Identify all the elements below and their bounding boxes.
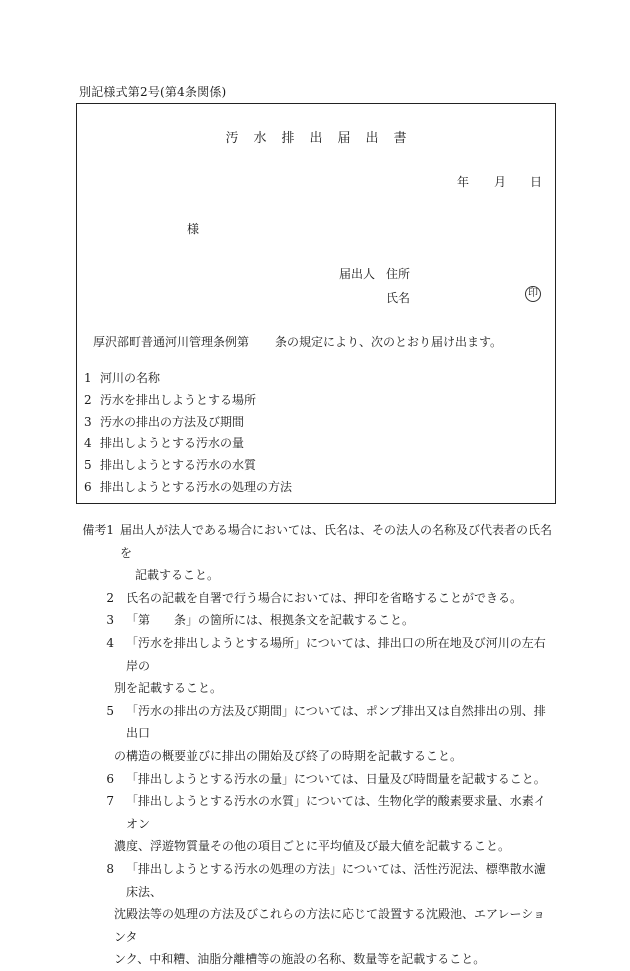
remark-number: 8 [106,861,114,876]
remarks-heading: 備考1 [82,523,114,537]
date-year-label: 年 [457,175,470,189]
remark-1-line-1: 届出人が法人である場合においては、氏名は、その法人の名称及び代表者の氏名を [120,523,553,560]
date-day-label: 日 [530,175,543,189]
remark-7 [76,790,556,858]
remark-3 [76,609,556,632]
remark-7-line-2: 濃度、浮遊物質量その他の項目ごとに平均値及び最大値を記載すること。 [114,839,511,854]
remarks-section [76,519,556,971]
intro-before: 厚沢部町普通河川管理条例第 [93,335,250,349]
remark-8-line-1: 「排出しようとする汚水の処理の方法」については、活性汚泥法、標準散水濾床法、 [126,861,546,899]
remark-1 [76,519,556,587]
item-text: 河川の名称 [100,371,161,385]
remark-4-line-1: 「汚水を排出しようとする場所」については、排出口の所在地及び河川の左右岸の [126,635,546,673]
item-text: 排出しようとする汚水の量 [100,436,245,451]
item-text: 汚水を排出しようとする場所 [100,392,257,407]
item-number: 6 [84,479,92,494]
remark-number: 4 [106,635,114,650]
remark-number: 3 [106,613,114,628]
remark-7-line-1: 「排出しようとする汚水の水質」については、生物化学的酸素要求量、水素イオン [126,794,546,831]
intro-statement [93,333,502,350]
remark-6 [76,768,556,791]
remark-number: 5 [106,703,114,718]
remark-number: 2 [106,590,114,605]
remark-6-text: 「排出しようとする汚水の量」については、日量及び時間量を記載すること。 [126,771,546,786]
item-text: 排出しようとする汚水の処理の方法 [100,479,293,494]
remark-4-text [114,632,556,700]
remark-number: 6 [106,771,114,786]
remark-8-line-3: ンク、中和糟、油脂分離槽等の施設の名称、数量等を記載すること。 [114,952,486,967]
item-number: 2 [84,392,92,407]
remark-number: 7 [106,794,114,809]
notification-form [76,103,556,504]
remark-8-line-2: 沈殿法等の処理の方法及びこれらの方法に応じて設置する沈殿池、エアレーションタ [114,907,546,944]
form-title: 汚水排出届出書 [225,131,422,146]
remark-7-text [114,790,556,858]
address-label: 住所 [386,267,411,281]
list-item [84,391,292,413]
form-label: 別記様式第2号(第4条関係) [79,85,227,99]
remark-2-text: 氏名の記載を自署で行う場合においては、押印を省略することができる。 [126,590,523,605]
item-text: 汚水の排出の方法及び期間 [100,414,245,429]
item-number: 1 [84,371,92,385]
date-month-label: 月 [494,175,507,189]
remark-5-line-1: 「汚水の排出の方法及び期間」については、ポンプ排出又は自然排出の別、排出口 [126,703,546,741]
remark-1-line-2: 記載すること。 [135,568,220,583]
list-item [84,413,292,435]
item-number: 3 [84,414,92,429]
list-item [84,478,292,500]
list-item [84,434,292,456]
remark-1-text [114,519,556,587]
list-item [84,456,292,478]
list-item [84,369,292,391]
addressee-suffix: 様 [187,222,200,236]
seal-mark: 印 [525,286,541,302]
intro-after: 条の規定により、次のとおり届け出ます。 [275,335,503,349]
remark-2 [76,587,556,610]
remark-4 [76,632,556,700]
item-text: 排出しようとする汚水の水質 [100,458,257,473]
item-number: 5 [84,458,92,473]
remark-8-text [114,858,556,971]
remark-5 [76,700,556,768]
remark-5-line-2: の構造の概要並びに排出の開始及び終了の時期を記載すること。 [114,748,463,763]
item-list [84,369,292,500]
submitter-label: 届出人 [339,267,376,281]
remark-8 [76,858,556,971]
remark-4-line-2: 別を記載すること。 [114,681,223,696]
item-number: 4 [84,436,92,451]
remark-3-text: 「第 条」の箇所には、根拠条文を記載すること。 [126,613,415,628]
remark-5-text [114,700,556,768]
name-label: 氏名 [386,291,411,305]
